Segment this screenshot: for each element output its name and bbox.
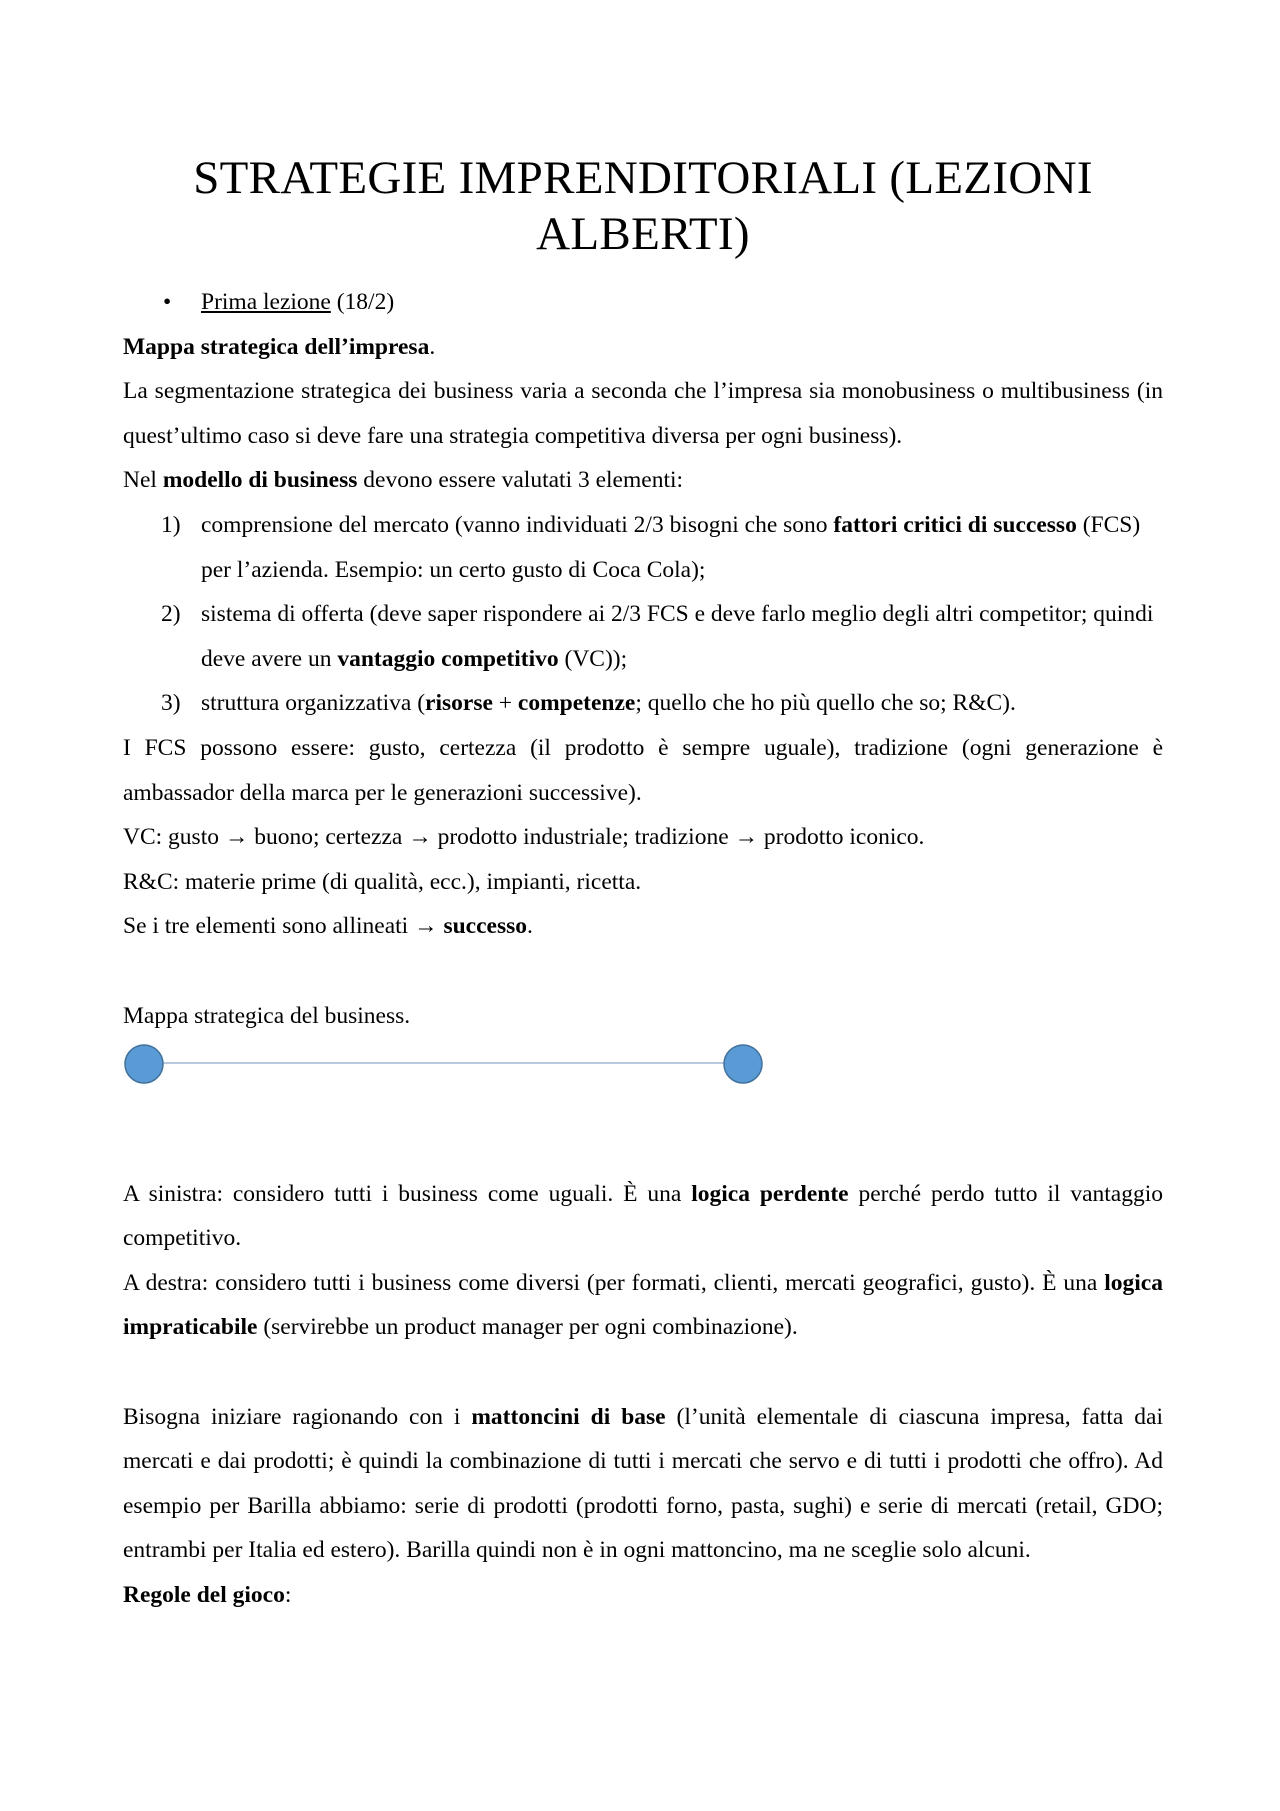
- lesson-label: Prima lezione: [201, 289, 331, 315]
- spacer: [123, 949, 1163, 994]
- list-item: 1) comprensione del mercato (vanno individuati 2/3 bisogni che sono fattori critici di successo (FCS) per l’azienda. Esempio: un certo gusto di Coca Cola);: [161, 511, 1141, 583]
- section-heading-business: Mappa strategica del business.: [123, 1002, 411, 1029]
- document-title: [123, 150, 1163, 262]
- paragraph-destra: A destra: considero tutti i business come diversi (per formati, clienti, mercati geografici, gusto). È una logica impraticabile (servirebbe un product manager per ogni combinazione).: [123, 1269, 1163, 1341]
- business-map-diagram: [123, 1038, 1163, 1127]
- lesson-date: (18/2): [330, 289, 395, 315]
- bullet-icon: •: [163, 289, 172, 315]
- business-map-node-left: [125, 1045, 163, 1083]
- paragraph-regole: Regole del gioco:: [123, 1582, 292, 1609]
- elements-list: [123, 503, 1163, 726]
- title-line-2: ALBERTI): [536, 208, 750, 260]
- list-item: 3) struttura organizzativa (risorse + competenze; quello che ho più quello che so; R&C).: [161, 690, 1016, 717]
- paragraph-rc: R&C: materie prime (di qualità, ecc.), impianti, ricetta.: [123, 868, 642, 895]
- paragraph-sinistra: A sinistra: considero tutti i business come uguali. È una logica perdente perché perdo tutto il vantaggio competitivo.: [123, 1180, 1163, 1252]
- paragraph-segmentazione: La segmentazione strategica dei business varia a seconda che l’impresa sia monobusiness o multibusiness (in quest’ultimo caso si deve fare una strategia competitiva diversa per ogni business).: [123, 378, 1163, 449]
- paragraph-vc: VC: gusto → buono; certezza → prodotto industriale; tradizione → prodotto iconico.: [123, 824, 925, 851]
- paragraph-fcs: I FCS possono essere: gusto, certezza (il prodotto è sempre uguale), tradizione (ogni generazione è ambassador della marca per le generazioni successive).: [123, 734, 1163, 806]
- document-body: [123, 150, 1163, 1618]
- spacer: [123, 1127, 1163, 1172]
- lesson-bullet: [123, 280, 1163, 325]
- title-line-1: STRATEGIE IMPRENDITORIALI (LEZIONI: [193, 152, 1093, 204]
- business-map-svg: [123, 1038, 1163, 1127]
- spacer: [123, 1350, 1163, 1395]
- list-item: 2) sistema di offerta (deve saper rispondere ai 2/3 FCS e deve farlo meglio degli altri competitor; quindi deve avere un vantaggio competitivo (VC));: [161, 601, 1154, 672]
- paragraph-mattoncini: Bisogna iniziare ragionando con i mattoncini di base (l’unità elementale di ciascuna impresa, fatta dai mercati e dai prodotti; è quindi la combinazione di tutti i mercati che servo e di tutti i prodotti che offro). Ad esempio per Barilla abbiamo: serie di prodotti (prodotti forno, pasta, sughi) e serie di mercati (retail, GDO; entrambi per Italia ed estero). Barilla quindi non è in ogni mattoncino, ma ne sceglie solo alcuni.: [123, 1403, 1163, 1564]
- section-heading-impresa: Mappa strategica dell’impresa.: [123, 333, 436, 360]
- paragraph-modello: Nel modello di business devono essere valutati 3 elementi:: [123, 467, 684, 494]
- business-map-node-right: [724, 1045, 762, 1083]
- paragraph-successo: Se i tre elementi sono allineati → successo.: [123, 913, 533, 940]
